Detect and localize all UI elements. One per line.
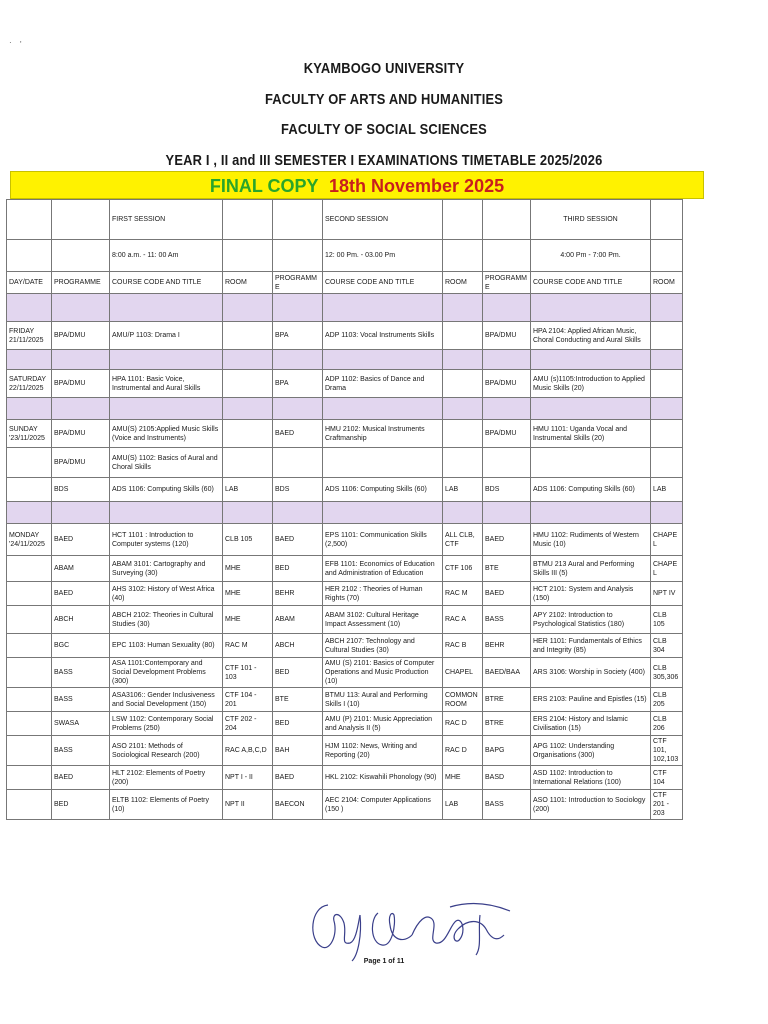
day-date-cell [7, 420, 52, 448]
timetable-row [7, 524, 683, 556]
first-session-time: 8:00 a.m. - 11: 00 Am [110, 240, 223, 272]
course-cell: AMU (P) 2101: Music Appreciation and Analysis II (5) [323, 712, 443, 736]
room-cell: CHAPEL [443, 658, 483, 688]
course-cell [323, 448, 443, 478]
course-cell: HLT 2102: Elements of Poetry (200) [110, 766, 223, 790]
faculty-social-title: FACULTY OF SOCIAL SCIENCES [281, 121, 487, 138]
room-cell: LAB [223, 478, 273, 502]
programme-cell: BAED [273, 766, 323, 790]
day-date-cell [7, 448, 52, 478]
course-cell: HPA 1101: Basic Voice, Instrumental and Aural Skills [110, 370, 223, 398]
day-label: SUNDAY [9, 425, 38, 433]
programme-cell: BED [273, 658, 323, 688]
programme-cell: BPA/DMU [483, 370, 531, 398]
course-cell: ADP 1103: Vocal Instruments Skills [323, 322, 443, 350]
programme-cell: ABCH [52, 606, 110, 634]
room-cell: RAC D [443, 712, 483, 736]
programme-cell: BPA/DMU [52, 370, 110, 398]
day-separator-row [7, 294, 683, 322]
page-number: Page 1 of 11 [363, 958, 405, 965]
room-cell: NPT I - II [223, 766, 273, 790]
programme-cell: BASS [52, 736, 110, 766]
course-cell: ADP 1102: Basics of Dance and Drama [323, 370, 443, 398]
third-session-label: THIRD SESSION [531, 200, 651, 240]
final-copy-banner [10, 171, 704, 199]
day-date-cell [7, 712, 52, 736]
programme-cell: BDS [273, 478, 323, 502]
second-session-label: SECOND SESSION [323, 200, 443, 240]
second-session-time: 12: 00 Pm. - 03.00 Pm [323, 240, 443, 272]
room-cell: CTF 106 [443, 556, 483, 582]
course-cell: HER 1101: Fundamentals of Ethics and Integrity (85) [531, 634, 651, 658]
course-cell: APY 2102: Introduction to Psychological Statistics (180) [531, 606, 651, 634]
programme-cell: BAH [273, 736, 323, 766]
course-cell: ASA3106:: Gender Inclusiveness and Social Development (150) [110, 688, 223, 712]
day-date-cell [7, 370, 52, 398]
programme-cell: BAECON [273, 790, 323, 820]
room-cell [651, 370, 683, 398]
day-separator-row [7, 502, 683, 524]
col-header-course: COURSE CODE AND TITLE [110, 272, 223, 294]
programme-cell: BEHR [483, 634, 531, 658]
programme-cell: BPA/DMU [52, 322, 110, 350]
programme-cell: BASS [483, 606, 531, 634]
timetable-row [7, 370, 683, 398]
room-cell: MHE [223, 556, 273, 582]
session-row [7, 200, 683, 240]
programme-cell: BAED [52, 766, 110, 790]
programme-cell: BED [273, 712, 323, 736]
col-header-room: ROOM [651, 272, 683, 294]
room-cell: CLB 105 [223, 524, 273, 556]
course-cell: HJM 1102: News, Writing and Reporting (20) [323, 736, 443, 766]
day-date-cell [7, 790, 52, 820]
course-cell: AHS 3102: History of West Africa (40) [110, 582, 223, 606]
programme-cell: BPA/DMU [483, 420, 531, 448]
course-cell: ASA 1101:Contemporary and Social Development Problems (300) [110, 658, 223, 688]
col-header-course: COURSE CODE AND TITLE [531, 272, 651, 294]
timetable-row [7, 790, 683, 820]
third-session-time: 4:00 Pm - 7:00 Pm. [531, 240, 651, 272]
programme-cell: SWASA [52, 712, 110, 736]
programme-cell: BAED [483, 582, 531, 606]
course-cell: AEC 2104: Computer Applications (150 ) [323, 790, 443, 820]
course-cell: ADS 1106: Computing Skills (60) [531, 478, 651, 502]
day-date-cell [7, 556, 52, 582]
programme-cell: BPA/DMU [52, 420, 110, 448]
programme-cell: BTRE [483, 712, 531, 736]
room-cell: RAC D [443, 736, 483, 766]
room-cell: NPT II [223, 790, 273, 820]
day-date-cell [7, 766, 52, 790]
room-cell: RAC M [443, 582, 483, 606]
programme-cell: BASS [52, 688, 110, 712]
programme-cell: BPA [273, 370, 323, 398]
programme-cell: ABAM [273, 606, 323, 634]
programme-cell: BED [52, 790, 110, 820]
scan-speck: · [9, 38, 12, 47]
programme-cell: BTE [273, 688, 323, 712]
course-cell: ABCH 2107: Technology and Cultural Studies (30) [323, 634, 443, 658]
room-cell: CHAPEL [651, 556, 683, 582]
timetable-row [7, 478, 683, 502]
date-label: 21/11/2025 [9, 336, 44, 344]
course-cell: HPA 2104: Applied African Music, Choral Conducting and Aural Skills [531, 322, 651, 350]
course-cell: LSW 1102: Contemporary Social Problems (250) [110, 712, 223, 736]
col-header-programme: PROGRAMME [483, 272, 531, 294]
room-cell [443, 370, 483, 398]
programme-cell: BEHR [273, 582, 323, 606]
room-cell [651, 448, 683, 478]
programme-cell: BAED [273, 524, 323, 556]
day-label: MONDAY [9, 531, 40, 539]
timetable-row [7, 606, 683, 634]
room-cell: ALL CLB, CTF [443, 524, 483, 556]
room-cell [223, 420, 273, 448]
faculty-arts-title: FACULTY OF ARTS AND HUMANITIES [264, 91, 504, 108]
course-cell [531, 448, 651, 478]
room-cell: CTF 104 [651, 766, 683, 790]
room-cell: MHE [223, 582, 273, 606]
programme-cell: BDS [52, 478, 110, 502]
course-cell: ELTB 1102: Elements of Poetry (10) [110, 790, 223, 820]
course-cell: ADS 1106: Computing Skills (60) [110, 478, 223, 502]
course-cell: AMU(S) 1102: Basics of Aural and Choral Skills [110, 448, 223, 478]
course-cell: ABCH 2102: Theories in Cultural Studies (30) [110, 606, 223, 634]
room-cell [651, 322, 683, 350]
course-cell: ABAM 3102: Cultural Heritage Impact Assessment (10) [323, 606, 443, 634]
timetable-row [7, 736, 683, 766]
room-cell: CTF 101 - 103 [223, 658, 273, 688]
programme-cell: BAED/BAA [483, 658, 531, 688]
timetable-row [7, 766, 683, 790]
programme-cell: BASS [52, 658, 110, 688]
timetable-row [7, 658, 683, 688]
course-cell: BTMU 213 Aural and Performing Skills III (5) [531, 556, 651, 582]
timetable-row [7, 688, 683, 712]
course-cell: EPC 1103: Human Sexuality (80) [110, 634, 223, 658]
day-label: SATURDAY [9, 375, 47, 383]
first-session-label: FIRST SESSION [110, 200, 223, 240]
course-cell: AMU (S) 2101: Basics of Computer Operations and Music Production (10) [323, 658, 443, 688]
programme-cell: ABCH [273, 634, 323, 658]
course-cell: ERS 2103: Pauline and Epistles (15) [531, 688, 651, 712]
programme-cell: BAED [483, 524, 531, 556]
course-cell: HCT 1101 : Introduction to Computer systems (120) [110, 524, 223, 556]
room-cell: CTF 101, 102,103 [651, 736, 683, 766]
room-cell: LAB [651, 478, 683, 502]
programme-cell: BPA [273, 322, 323, 350]
course-cell: ASO 1101: Introduction to Sociology (200) [531, 790, 651, 820]
column-header-row [7, 272, 683, 294]
course-cell: HKL 2102: Kiswahili Phonology (90) [323, 766, 443, 790]
course-cell: EFB 1101: Economics of Education and Administration of Education [323, 556, 443, 582]
course-cell: HMU 1101: Uganda Vocal and Instrumental Skills (20) [531, 420, 651, 448]
university-title: KYAMBOGO UNIVERSITY [303, 60, 465, 77]
col-header-course: COURSE CODE AND TITLE [323, 272, 443, 294]
col-header-room: ROOM [223, 272, 273, 294]
col-header-day-date: DAY/DATE [7, 272, 52, 294]
course-cell: ASD 1102: Introduction to International Relations (100) [531, 766, 651, 790]
day-date-cell [7, 606, 52, 634]
day-date-cell [7, 688, 52, 712]
room-cell: RAC B [443, 634, 483, 658]
course-cell: ABAM 3101: Cartography and Surveying (30) [110, 556, 223, 582]
col-header-room: ROOM [443, 272, 483, 294]
col-header-programme: PROGRAMME [52, 272, 110, 294]
course-cell: HCT 2101: System and Analysis (150) [531, 582, 651, 606]
room-cell: CTF 201 - 203 [651, 790, 683, 820]
course-cell: HMU 2102: Musical Instruments Craftmanship [323, 420, 443, 448]
day-date-cell [7, 582, 52, 606]
day-date-cell [7, 524, 52, 556]
room-cell: LAB [443, 478, 483, 502]
timetable-row [7, 582, 683, 606]
course-cell: ARS 3106: Worship in Society (400) [531, 658, 651, 688]
room-cell [223, 370, 273, 398]
course-cell: AMU/P 1103: Drama I [110, 322, 223, 350]
room-cell: CLB 304 [651, 634, 683, 658]
day-date-cell [7, 322, 52, 350]
programme-cell: BTRE [483, 688, 531, 712]
timetable-row [7, 634, 683, 658]
timetable-row [7, 448, 683, 478]
course-cell: AMU (s)1105:Introduction to Applied Music Skills (20) [531, 370, 651, 398]
programme-cell: BPA/DMU [483, 322, 531, 350]
programme-cell: ABAM [52, 556, 110, 582]
programme-cell: BGC [52, 634, 110, 658]
room-cell: COMMON ROOM [443, 688, 483, 712]
course-cell: ERS 2104: History and Islamic Civilisation (15) [531, 712, 651, 736]
room-cell: CTF 104 - 201 [223, 688, 273, 712]
date-label: '23/11/2025 [9, 434, 45, 442]
room-cell [223, 322, 273, 350]
room-cell [223, 448, 273, 478]
room-cell: CTF 202 - 204 [223, 712, 273, 736]
room-cell: CLB 105 [651, 606, 683, 634]
signature-image [300, 885, 530, 965]
course-cell: EPS 1101: Communication Skills (2,500) [323, 524, 443, 556]
room-cell [443, 448, 483, 478]
scan-speck: ' [20, 40, 22, 49]
programme-cell: BTE [483, 556, 531, 582]
room-cell: CLB 305,306 [651, 658, 683, 688]
day-separator-row [7, 398, 683, 420]
course-cell: ASO 2101: Methods of Sociological Research (200) [110, 736, 223, 766]
day-separator-row [7, 350, 683, 370]
timetable [6, 199, 683, 820]
timetable-row [7, 556, 683, 582]
room-cell: RAC M [223, 634, 273, 658]
course-cell: ADS 1106: Computing Skills (60) [323, 478, 443, 502]
day-date-cell [7, 736, 52, 766]
course-cell: HER 2102 : Theories of Human Rights (70) [323, 582, 443, 606]
room-cell: RAC A,B,C,D [223, 736, 273, 766]
programme-cell: BAED [52, 524, 110, 556]
room-cell: MHE [223, 606, 273, 634]
room-cell [443, 420, 483, 448]
programme-cell [483, 448, 531, 478]
room-cell: CLB 205 [651, 688, 683, 712]
final-copy-date: 18th November 2025 [329, 176, 505, 196]
day-date-cell [7, 478, 52, 502]
room-cell: MHE [443, 766, 483, 790]
programme-cell: BED [273, 556, 323, 582]
programme-cell [273, 448, 323, 478]
day-date-cell [7, 658, 52, 688]
date-label: '24/11/2025 [9, 540, 45, 548]
day-label: FRIDAY [9, 327, 35, 335]
room-cell: CLB 206 [651, 712, 683, 736]
course-cell: APG 1102: Understanding Organisations (300) [531, 736, 651, 766]
timetable-row [7, 712, 683, 736]
room-cell: NPT IV [651, 582, 683, 606]
room-cell: LAB [443, 790, 483, 820]
date-label: 22/11/2025 [9, 384, 44, 392]
course-cell: HMU 1102: Rudiments of Western Music (10) [531, 524, 651, 556]
room-cell: RAC A [443, 606, 483, 634]
timetable-title: YEAR I , II and III SEMESTER I EXAMINATIONS TIMETABLE 2025/2026 [165, 152, 603, 169]
session-time-row [7, 240, 683, 272]
room-cell [443, 322, 483, 350]
final-copy-label: FINAL COPY [209, 176, 319, 196]
programme-cell: BASS [483, 790, 531, 820]
course-cell: AMU(S) 2105:Applied Music Skills (Voice and Instruments) [110, 420, 223, 448]
programme-cell: BAPG [483, 736, 531, 766]
programme-cell: BAED [52, 582, 110, 606]
timetable-row [7, 420, 683, 448]
programme-cell: BPA/DMU [52, 448, 110, 478]
programme-cell: BDS [483, 478, 531, 502]
timetable-row [7, 322, 683, 350]
programme-cell: BASD [483, 766, 531, 790]
room-cell [651, 420, 683, 448]
room-cell: CHAPEL [651, 524, 683, 556]
day-date-cell [7, 634, 52, 658]
course-cell: BTMU 113: Aural and Performing Skills I (10) [323, 688, 443, 712]
programme-cell: BAED [273, 420, 323, 448]
col-header-programme: PROGRAMME [273, 272, 323, 294]
